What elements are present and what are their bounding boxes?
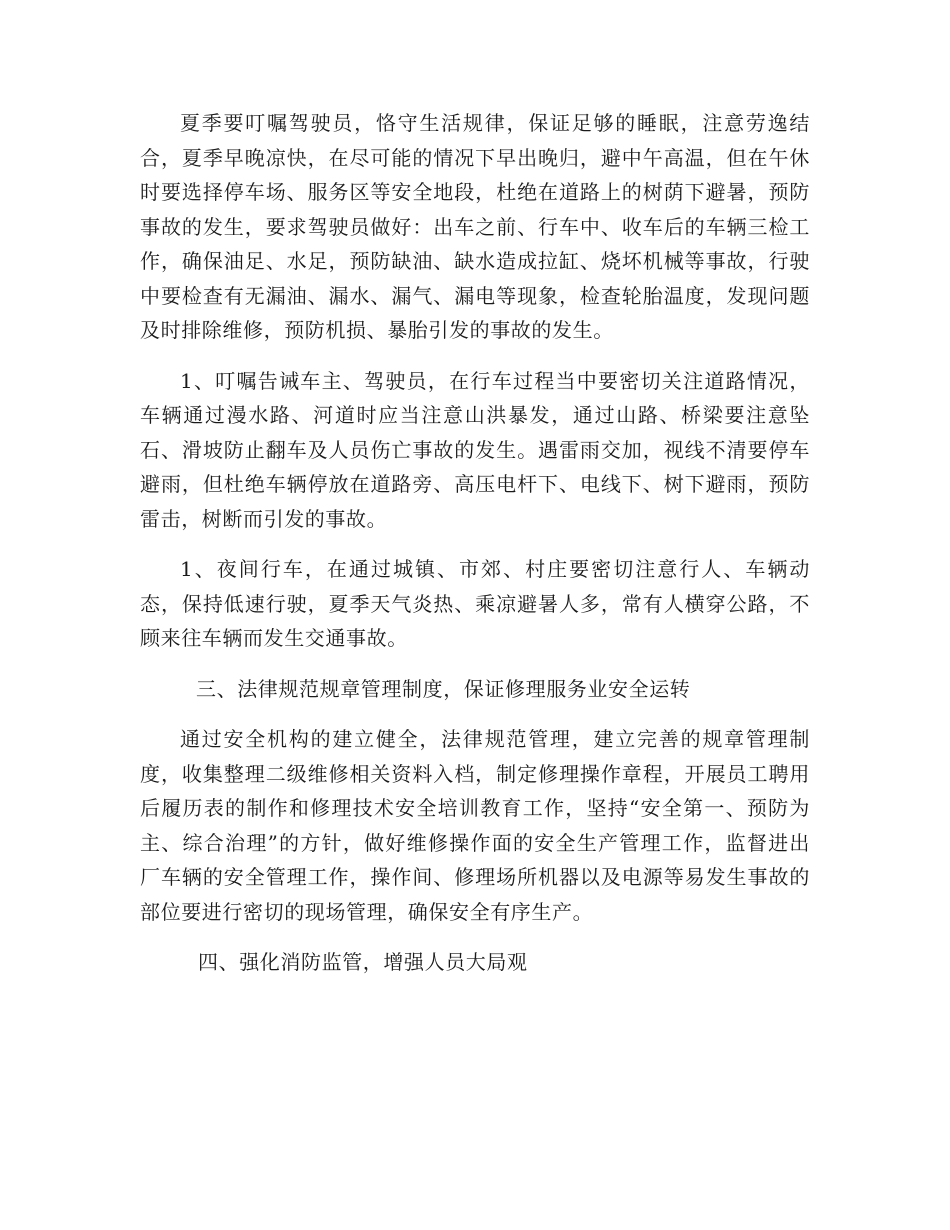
- section-heading-3: 三、法律规范规章管理制度，保证修理服务业安全运转: [196, 676, 691, 701]
- paragraph-night-driving: 1、夜间行车，在通过城镇、市郊、村庄要密切注意行人、车辆动态，保持低速行驶，夏季天气炎热、乘凉避暑人多，常有人横穿公路，不顾来往车辆而发生交通事故。: [140, 557, 810, 650]
- paragraph-road-conditions: 1、叮嘱告诫车主、驾驶员，在行车过程当中要密切关注道路情况，车辆通过漫水路、河道时应当注意山洪暴发，通过山路、桥梁要注意坠石、滑坡防止翻车及人员伤亡事故的发生。遇雷雨交加，视线不清要停车避雨，但杜绝车辆停放在道路旁、高压电杆下、电线下、树下避雨，预防雷击，树断而引发的事故。: [140, 368, 810, 531]
- section-heading-4: 四、强化消防监管，增强人员大局观: [198, 950, 528, 974]
- paragraph-summer-driving: 夏季要叮嘱驾驶员，恪守生活规律，保证足够的睡眠，注意劳逸结合，夏季早晚凉快，在尽可能的情况下早出晚归，避中午高温，但在午休时要选择停车场、服务区等安全地段，杜绝在道路上的树荫下避暑，预防事故的发生，要求驾驶员做好：出车之前、行车中、收车后的车辆三检工作，确保油足、水足，预防缺油、缺水造成拉缸、烧坏机械等事故，行驶中要检查有无漏油、漏水、漏气、漏电等现象，检查轮胎温度，发现问题及时排除维修，预防机损、暴胎引发的事故的发生。: [140, 111, 810, 342]
- document-page: [140, 106, 810, 996]
- paragraph-repair-management: 通过安全机构的建立健全，法律规范管理，建立完善的规章管理制度，收集整理二级维修相关资料入档，制定修理操作章程，开展员工聘用后履历表的制作和修理技术安全培训教育工作，坚持“安全第一、预防为主、综合治理”的方针，做好维修操作面的安全生产管理工作，监督进出厂车辆的安全管理工作，操作间、修理场所机器以及电源等易发生事故的部位要进行密切的现场管理，确保安全有序生产。: [140, 727, 810, 924]
